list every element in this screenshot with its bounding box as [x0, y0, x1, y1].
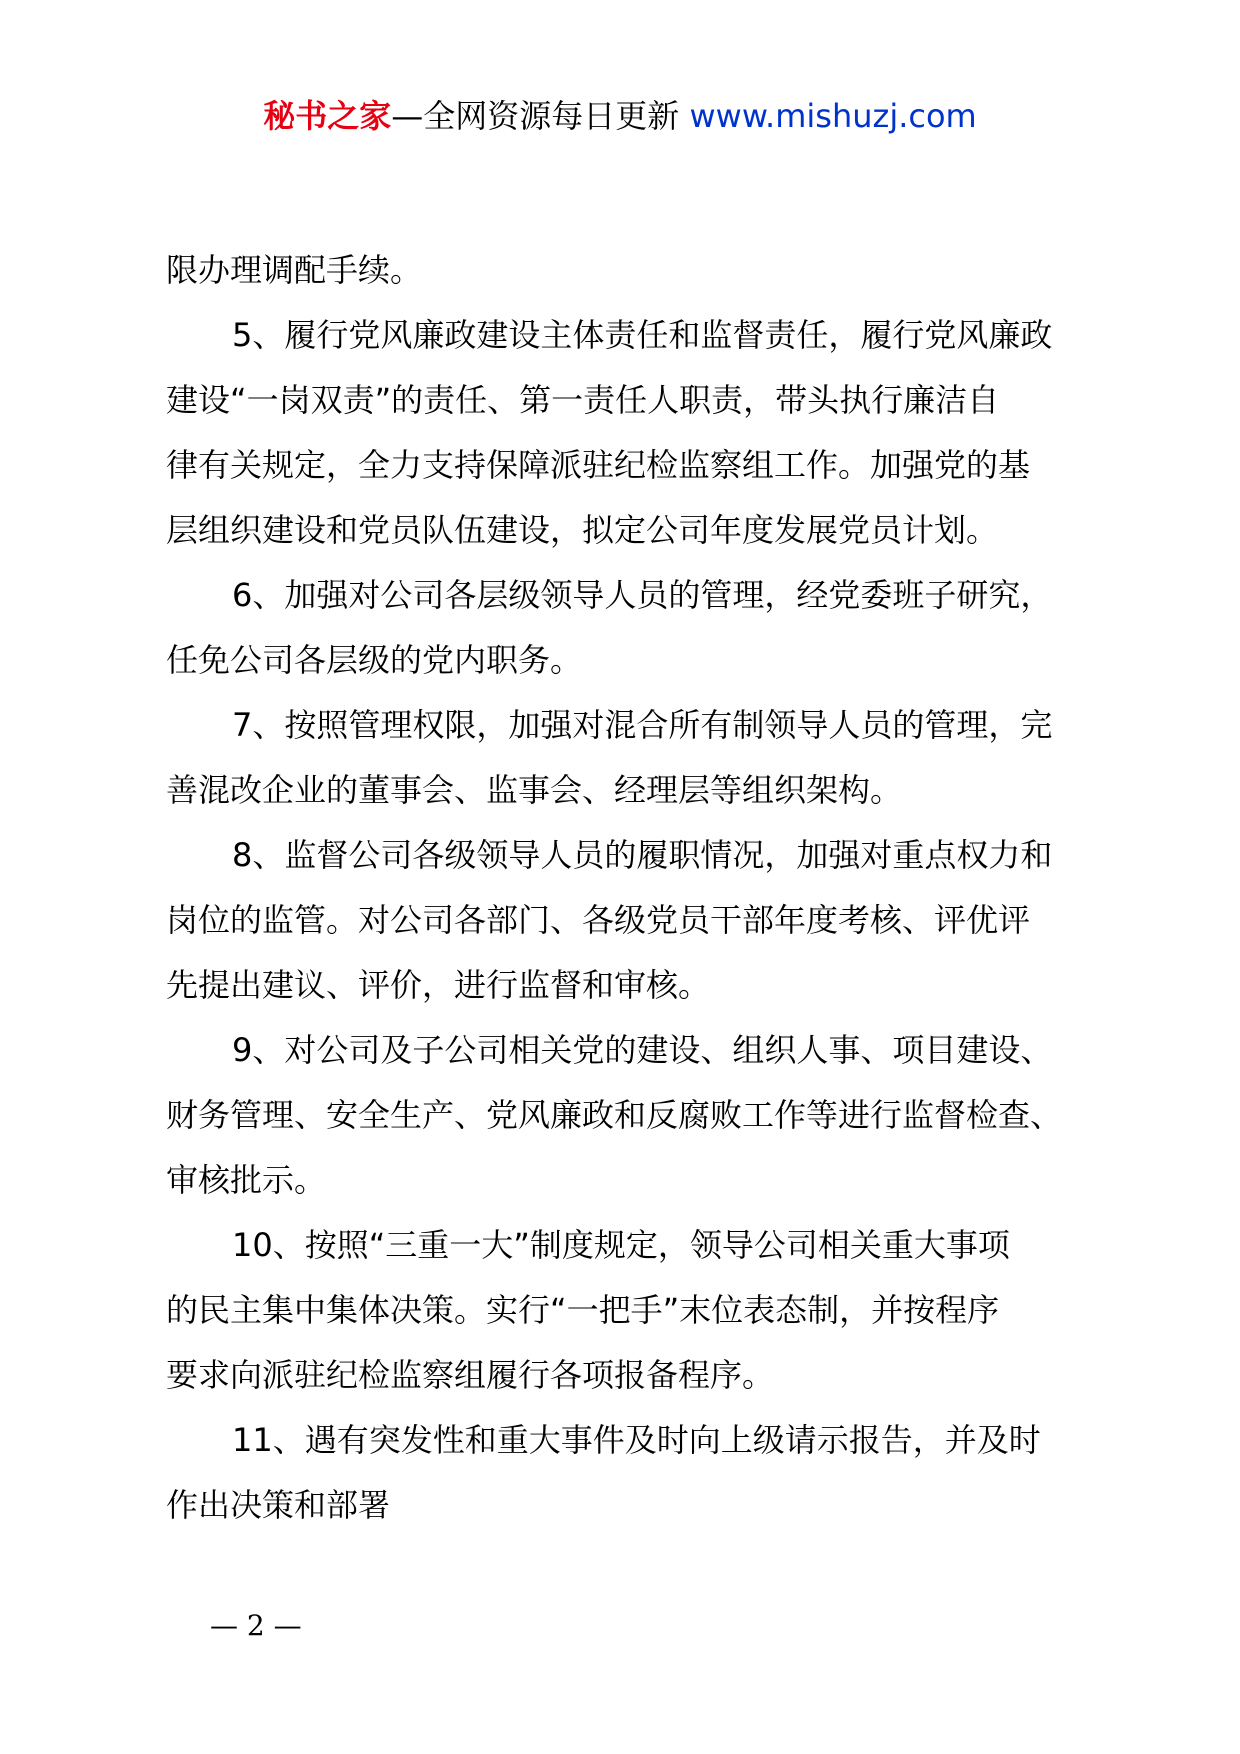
body-line: 律有关规定，全力支持保障派驻纪检监察组工作。加强党的基	[166, 446, 1031, 484]
body-line: 5、履行党风廉政建设主体责任和监督责任，履行党风廉政	[232, 316, 1053, 354]
body-line: 作出决策和部署	[166, 1486, 391, 1524]
body-line: 8、监督公司各级领导人员的履职情况，加强对重点权力和	[232, 836, 1053, 874]
body-line: 善混改企业的董事会、监事会、经理层等组织架构。	[166, 771, 903, 809]
body-line: 6、加强对公司各层级领导人员的管理，经党委班子研究，	[232, 576, 1053, 614]
body-line: 层组织建设和党员队伍建设，拟定公司年度发展党员计划。	[166, 511, 999, 549]
body-line: 9、对公司及子公司相关党的建设、组织人事、项目建设、	[232, 1031, 1053, 1069]
body-line: 10、按照“三重一大”制度规定，领导公司相关重大事项	[232, 1226, 1010, 1264]
header-tagline: —全网资源每日更新	[391, 97, 690, 135]
body-line: 7、按照管理权限，加强对混合所有制领导人员的管理，完	[232, 706, 1053, 744]
body-line: 先提出建议、评价，进行监督和审核。	[166, 966, 711, 1004]
page-number: — 2 —	[210, 1609, 302, 1642]
body-line: 要求向派驻纪检监察组履行各项报备程序。	[166, 1356, 775, 1394]
website-link[interactable]: www.mishuzj.com	[689, 97, 977, 135]
page-header	[0, 96, 1240, 136]
body-line: 财务管理、安全生产、党风廉政和反腐败工作等进行监督检查、	[166, 1096, 1063, 1134]
body-line: 11、遇有突发性和重大事件及时向上级请示报告，并及时	[232, 1421, 1041, 1459]
body-line: 岗位的监管。对公司各部门、各级党员干部年度考核、评优评	[166, 901, 1031, 939]
body-line: 的民主集中集体决策。实行“一把手”末位表态制，并按程序	[166, 1291, 1000, 1329]
body-line: 任免公司各层级的党内职务。	[166, 641, 583, 679]
document-body	[166, 238, 1096, 1538]
body-line: 建设“一岗双责”的责任、第一责任人职责，带头执行廉洁自	[166, 381, 1000, 419]
body-line: 限办理调配手续。	[166, 251, 423, 289]
brand-name: 秘书之家	[263, 97, 392, 135]
body-line: 审核批示。	[166, 1161, 327, 1199]
